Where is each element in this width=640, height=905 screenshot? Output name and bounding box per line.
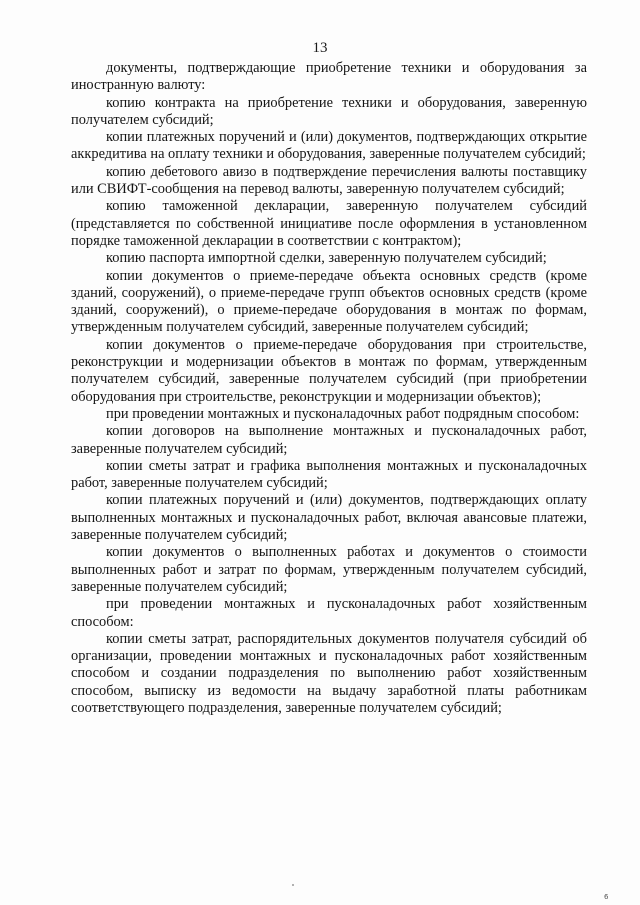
paragraph-14: при проведении монтажных и пусконаладочных работ хозяйственным способом: (71, 596, 587, 630)
paragraph-3: копии платежных поручений и (или) документов, подтверждающих открытие аккредитива на оплату техники и оборудования, заверенные получателем субсидий; (71, 129, 587, 163)
paragraph-7: копии документов о приеме-передаче объекта основных средств (кроме зданий, сооружений), о приеме-передаче групп объектов основных средств (кроме зданий, сооружений), о приеме-передаче оборудования в монтаж по формам, утвержденным получателем субсидий, заверенные получателем субсидий; (71, 267, 587, 336)
paragraph-5: копию таможенной декларации, заверенную получателем субсидий (представляется по собственной инициативе после оформления в установленном порядке таможенной декларации в соответствии с контрактом); (71, 198, 587, 249)
paragraph-12: копии платежных поручений и (или) документов, подтверждающих оплату выполненных монтажных и пусконаладочных работ, включая авансовые платежи, заверенные получателем субсидий; (71, 492, 587, 544)
page-number: 13 (312, 40, 328, 56)
paragraph-1: документы, подтверждающие приобретение техники и оборудования за иностранную валюту: (71, 60, 587, 94)
paragraph-10: копии договоров на выполнение монтажных и пусконаладочных работ, заверенные получателем субсидий; (71, 423, 587, 457)
paragraph-13: копии документов о выполненных работах и документов о стоимости выполненных работ и затрат по формам, утвержденным получателем субсидий, заверенные получателем субсидий; (71, 544, 587, 595)
paragraph-4: копию дебетового авизо в подтверждение перечисления валюты поставщику или СВИФТ-сообщения на перевод валюты, заверенную получателем субсидий; (71, 163, 587, 198)
paragraph-6: копию паспорта импортной сделки, заверенную получателем субсидий; (106, 250, 547, 267)
scan-speck (292, 884, 294, 886)
footer-mark: 6 (604, 893, 609, 901)
document-body (71, 60, 587, 717)
paragraph-15: копии сметы затрат, распорядительных документов получателя субсидий об организации, проведении монтажных и пусконаладочных работ хозяйственным способом и создании подразделения по выполнению работ хозяйственным способом, выписку из ведомости на выдачу заработной платы работникам соответствующего подразделения, заверенные получателем субсидий; (71, 630, 587, 716)
paragraph-2: копию контракта на приобретение техники и оборудования, заверенную получателем субсидий; (71, 94, 587, 128)
paragraph-11: копии сметы затрат и графика выполнения монтажных и пусконаладочных работ, заверенные получателем субсидий; (71, 457, 587, 492)
paragraph-9: при проведении монтажных и пусконаладочных работ подрядным способом: (106, 405, 580, 422)
paragraph-8: копии документов о приеме-передаче оборудования при строительстве, реконструкции и модернизации объектов в монтаж по формам, утвержденным получателем субсидий, заверенные получателем субсидий (при приобретении оборудования при строительстве, реконструкции и модернизации объектов); (71, 336, 587, 405)
